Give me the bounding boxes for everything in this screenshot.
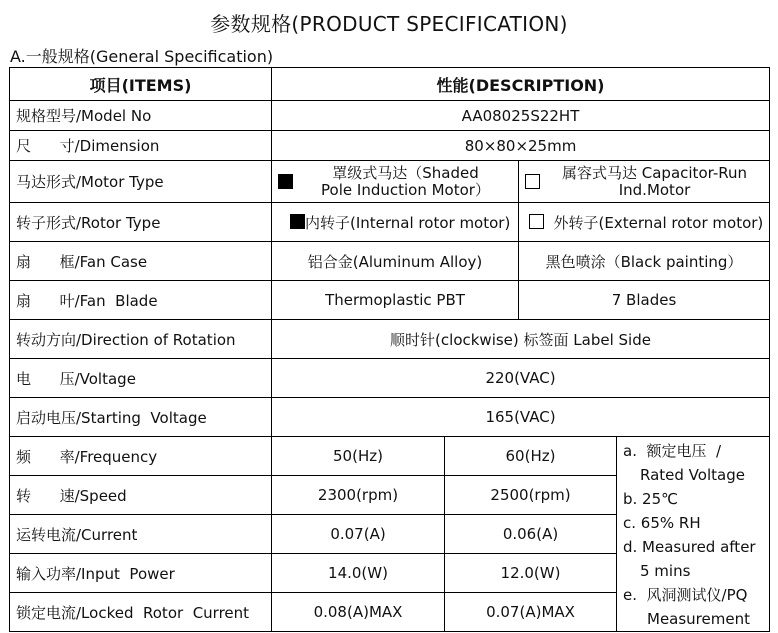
table-row — [10, 131, 770, 161]
note-e-line1: e. 风洞测试仪/PQ — [623, 586, 748, 604]
rotation-value: 顺时针(clockwise) 标签面 Label Side — [272, 320, 770, 359]
note-d-line1: d. Measured after — [623, 538, 756, 556]
voltage-value: 220(VAC) — [272, 359, 770, 398]
note-a-line1: a. 额定电压 / — [623, 442, 722, 460]
motor-opt1-line1: 罩级式马达（Shaded — [332, 163, 479, 182]
table-row — [10, 359, 770, 398]
checked-box-icon — [290, 214, 305, 229]
note-a-line2: Rated Voltage — [640, 466, 745, 484]
table-row — [10, 242, 770, 281]
rotor-type-label: 转子形式/Rotor Type — [10, 203, 272, 242]
current-label: 运转电流/Current — [10, 515, 272, 554]
rotor-opt2-text: 外转子(External rotor motor) — [553, 213, 764, 232]
fan-blade-label: 扇 叶/Fan Blade — [10, 281, 272, 320]
motor-type-label: 马达形式/Motor Type — [10, 161, 272, 203]
input-power-50hz: 14.0(W) — [272, 554, 445, 593]
rotor-opt1-text: 内转子(Internal rotor motor) — [305, 213, 511, 232]
note-b: b. 25℃ — [623, 490, 678, 508]
page-title: 参数规格(PRODUCT SPECIFICATION) — [210, 12, 568, 36]
fan-case-material: 铝合金(Aluminum Alloy) — [272, 242, 519, 281]
section-heading: A.一般规格(General Specification) — [10, 47, 274, 66]
locked-rotor-label: 锁定电流/Locked Rotor Current — [10, 593, 272, 632]
note-e-line2: Measurement — [647, 610, 750, 628]
speed-60hz: 2500(rpm) — [445, 476, 617, 515]
unchecked-box-icon — [529, 214, 544, 229]
motor-option-shaded — [272, 161, 519, 203]
table-row — [10, 320, 770, 359]
table-row — [10, 398, 770, 437]
dimension-label: 尺 寸/Dimension — [10, 131, 272, 161]
dimension-value: 80×80×25mm — [272, 131, 770, 161]
note-c: c. 65% RH — [623, 514, 701, 532]
input-power-label: 输入功率/Input Power — [10, 554, 272, 593]
table-row — [10, 203, 770, 242]
fan-case-finish: 黑色喷涂（Black painting） — [519, 242, 770, 281]
test-conditions-notes — [617, 437, 770, 632]
voltage-label: 电 压/Voltage — [10, 359, 272, 398]
table-row — [10, 161, 770, 203]
table-row — [10, 437, 770, 476]
rotation-label: 转动方向/Direction of Rotation — [10, 320, 272, 359]
starting-voltage-label: 启动电压/Starting Voltage — [10, 398, 272, 437]
checked-box-icon — [278, 174, 293, 189]
current-60hz: 0.06(A) — [445, 515, 617, 554]
starting-voltage-value: 165(VAC) — [272, 398, 770, 437]
header-items: 项目(ITEMS) — [10, 68, 272, 101]
fan-blade-material: Thermoplastic PBT — [272, 281, 519, 320]
motor-option-capacitor — [519, 161, 770, 203]
frequency-50hz: 50(Hz) — [272, 437, 445, 476]
motor-opt2-line2: Ind.Motor — [618, 180, 691, 199]
model-value: AA08025S22HT — [272, 101, 770, 131]
motor-opt2-line1: 属容式马达 Capacitor-Run — [562, 163, 748, 182]
fan-case-label: 扇 框/Fan Case — [10, 242, 272, 281]
note-d-line2: 5 mins — [640, 562, 691, 580]
frequency-60hz: 60(Hz) — [445, 437, 617, 476]
locked-rotor-60hz: 0.07(A)MAX — [445, 593, 617, 632]
speed-50hz: 2300(rpm) — [272, 476, 445, 515]
table-row — [10, 101, 770, 131]
model-label: 规格型号/Model No — [10, 101, 272, 131]
locked-rotor-50hz: 0.08(A)MAX — [272, 593, 445, 632]
table-row — [10, 281, 770, 320]
rotor-option-external — [519, 203, 770, 242]
frequency-label: 频 率/Frequency — [10, 437, 272, 476]
input-power-60hz: 12.0(W) — [445, 554, 617, 593]
unchecked-box-icon — [525, 174, 540, 189]
table-header-row — [10, 68, 770, 101]
header-description: 性能(DESCRIPTION) — [272, 68, 770, 101]
current-50hz: 0.07(A) — [272, 515, 445, 554]
rotor-option-internal — [272, 203, 519, 242]
fan-blade-count: 7 Blades — [519, 281, 770, 320]
speed-label: 转 速/Speed — [10, 476, 272, 515]
spec-table — [9, 67, 770, 632]
motor-opt1-line2: Pole Induction Motor） — [321, 180, 490, 199]
